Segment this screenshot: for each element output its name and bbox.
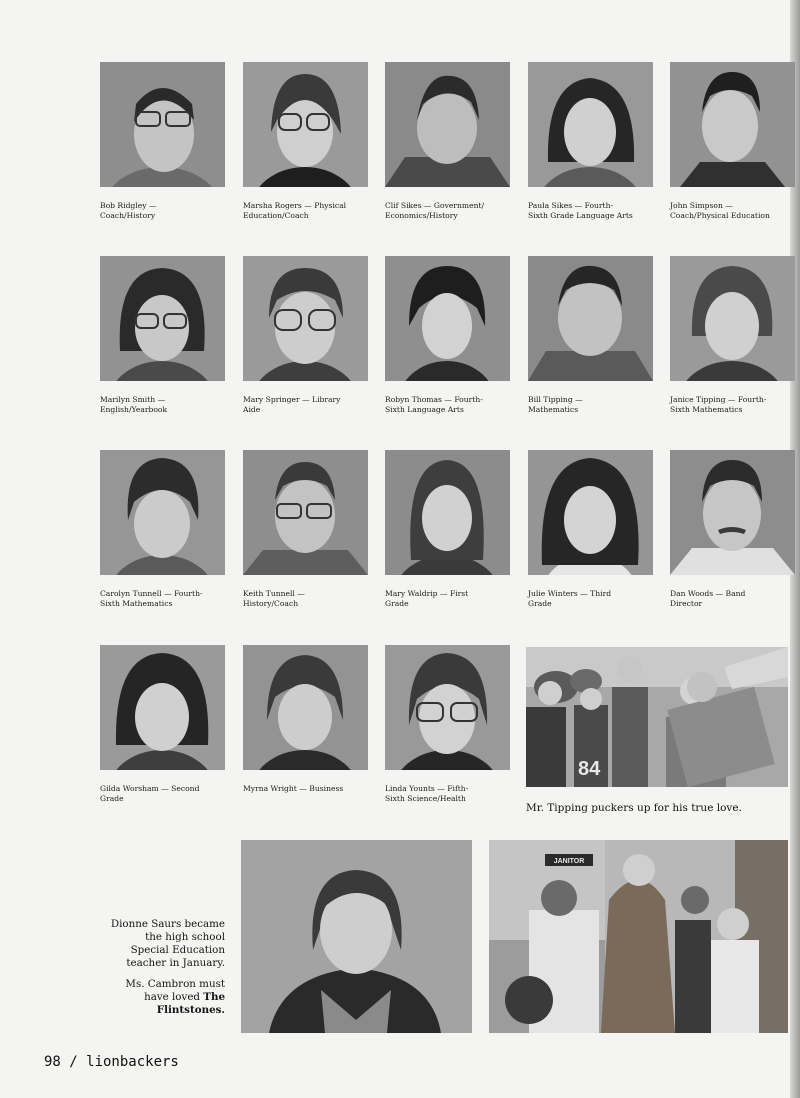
caption-line-2: Mathematics [528, 405, 579, 414]
portrait-bill-tipping [528, 256, 653, 381]
caption-marsha-rogers [243, 201, 373, 221]
portrait-myrna-wright [243, 645, 368, 770]
caption-line-2: Sixth Grade Language Arts [528, 211, 633, 220]
caption-line-2: Aide [243, 405, 261, 414]
caption-keith-tunnell [243, 589, 373, 609]
caption-gilda-worsham [100, 784, 230, 804]
caption-line-1: Marsha Rogers — Physical [243, 201, 347, 210]
caption-line-1: Clif Sikes — Government/ [385, 201, 485, 210]
caption-julie-winters [528, 589, 658, 609]
portrait-julie-winters [528, 450, 653, 575]
caption-line-2: Economics/History [385, 211, 458, 220]
caption-line-1: Bill Tipping — [528, 395, 583, 404]
caption-bill-tipping [528, 395, 658, 415]
caption-line-2: Sixth Language Arts [385, 405, 464, 414]
portrait-paula-sikes [528, 62, 653, 187]
caption-line-1: Carolyn Tunnell — Fourth- [100, 589, 203, 598]
portrait-linda-younts [385, 645, 510, 770]
caption-line-2: Sixth Science/Health [385, 794, 466, 803]
portrait-janice-tipping [670, 256, 795, 381]
caption-paula-sikes [528, 201, 658, 221]
caption-line-1: Julie Winters — Third [528, 589, 612, 598]
portrait-mary-waldrip [385, 450, 510, 575]
side-text-block [110, 918, 225, 1025]
jersey-number: 84 [578, 758, 601, 780]
caption-line-1: John Simpson — [670, 201, 733, 210]
caption-marilyn-smith [100, 395, 230, 415]
caption-line-2: History/Coach [243, 599, 299, 608]
portrait-keith-tunnell [243, 450, 368, 575]
caption-mary-waldrip [385, 589, 515, 609]
caption-john-simpson [670, 201, 800, 221]
portrait-robyn-thomas [385, 256, 510, 381]
portrait-marsha-rogers [243, 62, 368, 187]
portrait-gilda-worsham [100, 645, 225, 770]
side-text-flintstones: The Flintstones. [156, 991, 225, 1016]
page-folio: 98 / lionbackers [44, 1054, 179, 1070]
portrait-carolyn-tunnell [100, 450, 225, 575]
caption-line-2: Director [670, 599, 703, 608]
portrait-marilyn-smith [100, 256, 225, 381]
caption-robyn-thomas [385, 395, 515, 415]
caption-line-1: Keith Tunnell — [243, 589, 305, 598]
caption-bob-ridgley [100, 201, 230, 221]
caption-line-2: Grade [528, 599, 552, 608]
caption-line-1: Paula Sikes — Fourth- [528, 201, 614, 210]
janitor-sign: JANITOR [553, 858, 585, 865]
caption-line-1: Janice Tipping — Fourth- [670, 395, 767, 404]
candid-photo-tipping [526, 647, 788, 787]
caption-line-2: English/Yearbook [100, 405, 168, 414]
portrait-john-simpson [670, 62, 795, 187]
caption-line-1: Linda Younts — Fifth- [385, 784, 469, 793]
caption-line-1: Marilyn Smith — [100, 395, 166, 404]
caption-line-2: Sixth Mathematics [100, 599, 173, 608]
portrait-dan-woods [670, 450, 795, 575]
photo-flintstones-costumes [489, 840, 788, 1033]
caption-line-1: Myrna Wright — Business [243, 784, 344, 793]
caption-line-1: Mary Springer — Library [243, 395, 341, 404]
photo-dionne-saurs [241, 840, 472, 1033]
caption-mary-springer [243, 395, 373, 415]
caption-clif-sikes [385, 201, 515, 221]
side-text-cambron [110, 978, 225, 1017]
caption-dan-woods [670, 589, 800, 609]
caption-myrna-wright [243, 784, 373, 794]
side-text-dionne: Dionne Saurs became the high school Special Education teacher in January. [110, 918, 225, 969]
tipping-photo-caption: Mr. Tipping puckers up for his true love. [526, 802, 742, 814]
caption-line-2: Coach/Physical Education [670, 211, 770, 220]
caption-line-2: Coach/History [100, 211, 156, 220]
caption-carolyn-tunnell [100, 589, 230, 609]
portrait-mary-springer [243, 256, 368, 381]
caption-line-1: Gilda Worsham — Second [100, 784, 200, 793]
caption-line-1: Dan Woods — Band [670, 589, 746, 598]
portrait-clif-sikes [385, 62, 510, 187]
caption-janice-tipping [670, 395, 800, 415]
caption-line-1: Bob Ridgley — [100, 201, 157, 210]
portrait-bob-ridgley [100, 62, 225, 187]
caption-line-2: Grade [385, 599, 409, 608]
side-text-cambron-start: Ms. Cambron must have loved [125, 978, 225, 1003]
caption-line-2: Grade [100, 794, 124, 803]
caption-line-2: Education/Coach [243, 211, 309, 220]
caption-line-1: Mary Waldrip — First [385, 589, 469, 598]
caption-linda-younts [385, 784, 515, 804]
caption-line-2: Sixth Mathematics [670, 405, 743, 414]
caption-line-1: Robyn Thomas — Fourth- [385, 395, 483, 404]
